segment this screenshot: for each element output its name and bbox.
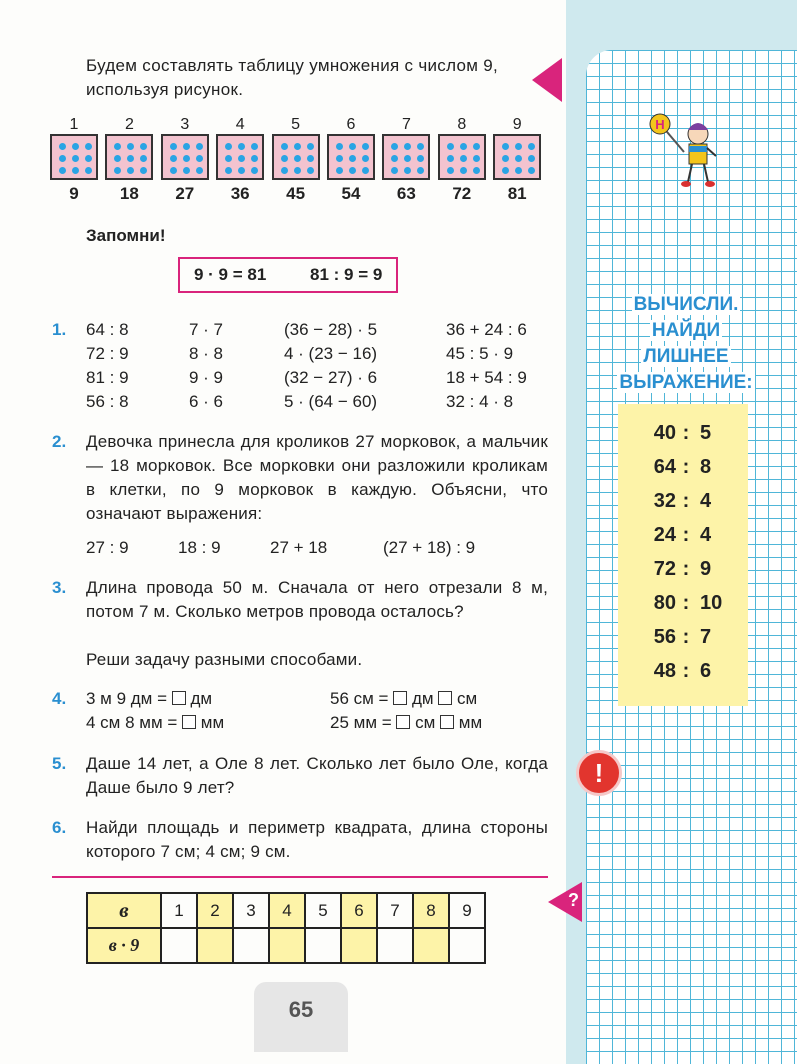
dot: [85, 167, 92, 174]
box-count-label: 3: [180, 116, 190, 133]
expr-part: 4: [700, 524, 712, 546]
dot: [307, 155, 314, 162]
dot: [528, 143, 535, 150]
row-header-b9: в · 9: [87, 928, 161, 963]
dot: [225, 155, 232, 162]
dot: [140, 143, 147, 150]
table-answer-cell[interactable]: [233, 928, 269, 963]
ex4-r2a: 4 см 8 мм =: [86, 713, 178, 732]
expr-part: 4: [700, 490, 712, 512]
dot: [307, 143, 314, 150]
question-icon: ?: [568, 890, 579, 910]
dot: [251, 143, 258, 150]
dot: [447, 167, 454, 174]
ex1-expression: 4 · (23 − 16): [284, 344, 378, 363]
exercise-2-number: 2.: [52, 432, 67, 451]
box-count-label: 5: [291, 116, 301, 133]
dot: [349, 143, 356, 150]
side-instruction: [596, 292, 776, 396]
ex1-expression: 36 + 24 : 6: [446, 320, 527, 339]
dot: [404, 167, 411, 174]
dot: [502, 143, 509, 150]
table-answer-cell[interactable]: [341, 928, 377, 963]
dot: [127, 167, 134, 174]
table-value-cell: 1: [161, 893, 197, 928]
instr-line-3: ЛИШНЕЕ: [643, 346, 729, 367]
dot: [251, 167, 258, 174]
dot-box: [161, 134, 209, 180]
dot: [349, 167, 356, 174]
dot: [447, 143, 454, 150]
dot-box: [438, 134, 486, 180]
box-total-label: 81: [507, 184, 527, 203]
exclamation-icon: !: [576, 750, 622, 796]
table-answer-cell[interactable]: [269, 928, 305, 963]
dot-box: [105, 134, 153, 180]
dot: [515, 167, 522, 174]
ex4-r1a: 3 м 9 дм =: [86, 689, 168, 708]
expr-part: 9: [700, 558, 712, 580]
mascot-illustration: [640, 112, 724, 194]
dot: [417, 155, 424, 162]
exercise-2-text: Девочка принесла для кроликов 27 морковок, а мальчик — 18 морковок. Все морковки они разложили кроликам в клетки, по 9 морковок в каждую. Объясни, что означают выражения:: [86, 432, 548, 523]
box-total-label: 18: [119, 184, 139, 203]
dot: [196, 155, 203, 162]
expr-part: :: [682, 558, 690, 580]
dot: [473, 167, 480, 174]
rule-1: 9 · 9 = 81: [194, 265, 267, 284]
ex1-expression: 7 · 7: [189, 320, 224, 339]
dot: [307, 167, 314, 174]
ex4-r1a-unit: дм: [190, 689, 213, 708]
expr-part: :: [682, 490, 690, 512]
ex1-expression: (36 − 28) · 5: [284, 320, 378, 339]
exercise-6-text: Найди площадь и периметр квадрата, длина стороны которого 7 см; 4 см; 9 см.: [86, 818, 548, 861]
box-count-label: 2: [124, 116, 134, 133]
ex4-row2-right: [330, 713, 482, 733]
dot: [114, 143, 121, 150]
table-value-cell: 6: [341, 893, 377, 928]
dot: [362, 155, 369, 162]
exercise-5-number: 5.: [52, 754, 67, 773]
box-total-label: 63: [396, 184, 416, 203]
dot-box: [216, 134, 264, 180]
table-row: [87, 893, 485, 928]
answer-box[interactable]: [440, 715, 454, 729]
pointer-triangle-icon: [532, 58, 562, 102]
answer-box[interactable]: [438, 691, 452, 705]
exercise-3-text2: Реши задачу разными способами.: [86, 650, 363, 669]
exercise-4-number: 4.: [52, 689, 67, 708]
dot: [140, 155, 147, 162]
ex1-expression: 45 : 5 · 9: [446, 344, 514, 363]
dot: [183, 155, 190, 162]
expr-part: 5: [700, 422, 712, 444]
dot: [460, 143, 467, 150]
exercise-6-number: 6.: [52, 818, 67, 837]
table-value-cell: 3: [233, 893, 269, 928]
box-count-label: 6: [346, 116, 356, 133]
expr-part: 72: [653, 558, 676, 580]
answer-box[interactable]: [393, 691, 407, 705]
dot: [515, 155, 522, 162]
ex1-expression: 6 · 6: [189, 392, 224, 411]
dot: [281, 155, 288, 162]
dot: [238, 155, 245, 162]
expr-part: :: [682, 524, 690, 546]
dot: [460, 155, 467, 162]
table-value-cell: 8: [413, 893, 449, 928]
ex4-r2b-u2: мм: [458, 713, 483, 732]
box-total-label: 36: [230, 184, 250, 203]
box-total-label: 54: [341, 184, 361, 203]
table-answer-cell[interactable]: [377, 928, 413, 963]
dot: [349, 155, 356, 162]
ex1-expression: 64 : 8: [86, 320, 129, 339]
exercise-3-number: 3.: [52, 578, 67, 597]
box-count-label: 1: [69, 116, 79, 133]
table-answer-cell[interactable]: [161, 928, 197, 963]
dot: [238, 167, 245, 174]
ex1-expression: 5 · (64 − 60): [284, 392, 378, 411]
ex1-expression: (32 − 27) · 6: [284, 368, 378, 387]
exercise-3-text: Длина провода 50 м. Сначала от него отрезали 8 м, потом 7 м. Сколько метров провода осталось?: [86, 578, 548, 621]
dot: [528, 155, 535, 162]
box-total-label: 27: [175, 184, 195, 203]
dot-box: [382, 134, 430, 180]
page-number: 65: [254, 982, 348, 1052]
answer-box[interactable]: [182, 715, 196, 729]
answer-box[interactable]: [396, 715, 410, 729]
table-answer-cell[interactable]: [413, 928, 449, 963]
ex2-expr-4: (27 + 18) : 9: [383, 538, 476, 557]
box-total-label: 72: [452, 184, 472, 203]
ex4-r2a-unit: мм: [200, 713, 225, 732]
table-answer-cell[interactable]: [197, 928, 233, 963]
ex4-row1-right: [330, 689, 477, 709]
expr-part: :: [682, 626, 690, 648]
dot: [170, 143, 177, 150]
dot: [294, 167, 301, 174]
dot: [59, 167, 66, 174]
dot: [170, 155, 177, 162]
table-answer-cell[interactable]: [449, 928, 485, 963]
dot-box: [50, 134, 98, 180]
instr-line-2: НАЙДИ: [651, 320, 721, 341]
row-header-b: в: [87, 893, 161, 928]
dot: [294, 143, 301, 150]
dot: [417, 167, 424, 174]
dot: [502, 155, 509, 162]
dot-box: [493, 134, 541, 180]
dot: [196, 143, 203, 150]
ex1-expression: 32 : 4 · 8: [446, 392, 514, 411]
dot: [238, 143, 245, 150]
expressions-card: [618, 404, 748, 706]
dot: [140, 167, 147, 174]
dot-box: [272, 134, 320, 180]
dot: [281, 143, 288, 150]
table-row: [87, 928, 485, 963]
dot: [281, 167, 288, 174]
expr-part: :: [682, 660, 690, 682]
dot: [336, 143, 343, 150]
expr-part: 32: [653, 490, 676, 512]
dot: [114, 155, 121, 162]
table-value-cell: 2: [197, 893, 233, 928]
table-value-cell: 4: [269, 893, 305, 928]
dot: [183, 143, 190, 150]
dot: [447, 155, 454, 162]
expr-part: 80: [653, 592, 676, 614]
expr-part: 48: [653, 660, 676, 682]
dot: [391, 167, 398, 174]
expr-part: :: [682, 592, 690, 614]
box-total-label: 9: [69, 184, 79, 203]
dot: [473, 143, 480, 150]
dot: [251, 155, 258, 162]
ex4-r2b-u1: см: [415, 713, 436, 732]
ex4-row2-left: [86, 713, 224, 733]
ex4-r1b: 56 см =: [330, 689, 389, 708]
remember-title: Запомни!: [86, 226, 166, 245]
dot-box: [327, 134, 375, 180]
dot: [391, 155, 398, 162]
dot: [85, 143, 92, 150]
box-count-label: 7: [401, 116, 411, 133]
dot: [391, 143, 398, 150]
expr-part: 10: [700, 592, 723, 614]
dot: [502, 167, 509, 174]
intro-text: Будем составлять таблицу умножения с числом 9, используя рисунок.: [86, 56, 499, 99]
box-total-label: 45: [286, 184, 306, 203]
ex2-expr-1: 27 : 9: [86, 538, 129, 557]
dot: [72, 143, 79, 150]
expr-part: 24: [653, 524, 676, 546]
ex1-expression: 18 + 54 : 9: [446, 368, 527, 387]
dot: [473, 155, 480, 162]
box-count-label: 9: [512, 116, 522, 133]
dot: [72, 155, 79, 162]
multiplication-table: [86, 892, 486, 964]
ex2-expr-3: 27 + 18: [270, 538, 328, 557]
dot: [225, 167, 232, 174]
ex2-expr-2: 18 : 9: [178, 538, 221, 557]
table-value-cell: 7: [377, 893, 413, 928]
expr-part: 7: [700, 626, 712, 648]
dot: [362, 167, 369, 174]
remember-box: [178, 257, 398, 293]
expr-part: :: [682, 422, 690, 444]
ex1-expression: 72 : 9: [86, 344, 129, 363]
dot: [59, 155, 66, 162]
dot: [404, 155, 411, 162]
table-value-cell: 5: [305, 893, 341, 928]
dot: [170, 167, 177, 174]
dot: [196, 167, 203, 174]
exercise-1-number: 1.: [52, 320, 67, 339]
expr-part: 8: [700, 456, 712, 478]
dot: [515, 143, 522, 150]
dot: [127, 143, 134, 150]
dot: [528, 167, 535, 174]
instr-line-1: ВЫЧИСЛИ.: [633, 294, 739, 315]
expr-part: 6: [700, 660, 712, 682]
dot: [362, 143, 369, 150]
ex1-expression: 8 · 8: [189, 344, 224, 363]
dot: [127, 155, 134, 162]
box-count-label: 8: [457, 116, 467, 133]
dot: [225, 143, 232, 150]
dot: [294, 155, 301, 162]
dot: [417, 143, 424, 150]
rule-2: 81 : 9 = 9: [310, 265, 383, 284]
table-answer-cell[interactable]: [305, 928, 341, 963]
ex4-r1b-u2: см: [457, 689, 478, 708]
dot: [460, 167, 467, 174]
ex4-row1-left: [86, 689, 212, 709]
mascot-letter: Н: [655, 117, 665, 132]
table-value-cell: 9: [449, 893, 485, 928]
dot: [336, 167, 343, 174]
expr-part: 40: [653, 422, 676, 444]
divider: [52, 876, 548, 878]
ex4-r2b: 25 мм =: [330, 713, 392, 732]
dot: [404, 143, 411, 150]
box-count-label: 4: [235, 116, 245, 133]
dot: [114, 167, 121, 174]
expr-part: 64: [653, 456, 676, 478]
dot: [85, 155, 92, 162]
instr-line-4: ВЫРАЖЕНИЕ:: [619, 372, 753, 393]
dot: [59, 143, 66, 150]
ex1-expression: 81 : 9: [86, 368, 129, 387]
exercise-5-text: Даше 14 лет, а Оле 8 лет. Сколько лет было Оле, когда Даше было 9 лет?: [86, 754, 548, 797]
answer-box[interactable]: [172, 691, 186, 705]
ex4-r1b-u1: дм: [411, 689, 434, 708]
dot: [183, 167, 190, 174]
dot: [336, 155, 343, 162]
expr-part: 56: [653, 626, 676, 648]
ex1-expression: 9 · 9: [189, 368, 224, 387]
ex1-expression: 56 : 8: [86, 392, 129, 411]
expr-part: :: [682, 456, 690, 478]
dot: [72, 167, 79, 174]
